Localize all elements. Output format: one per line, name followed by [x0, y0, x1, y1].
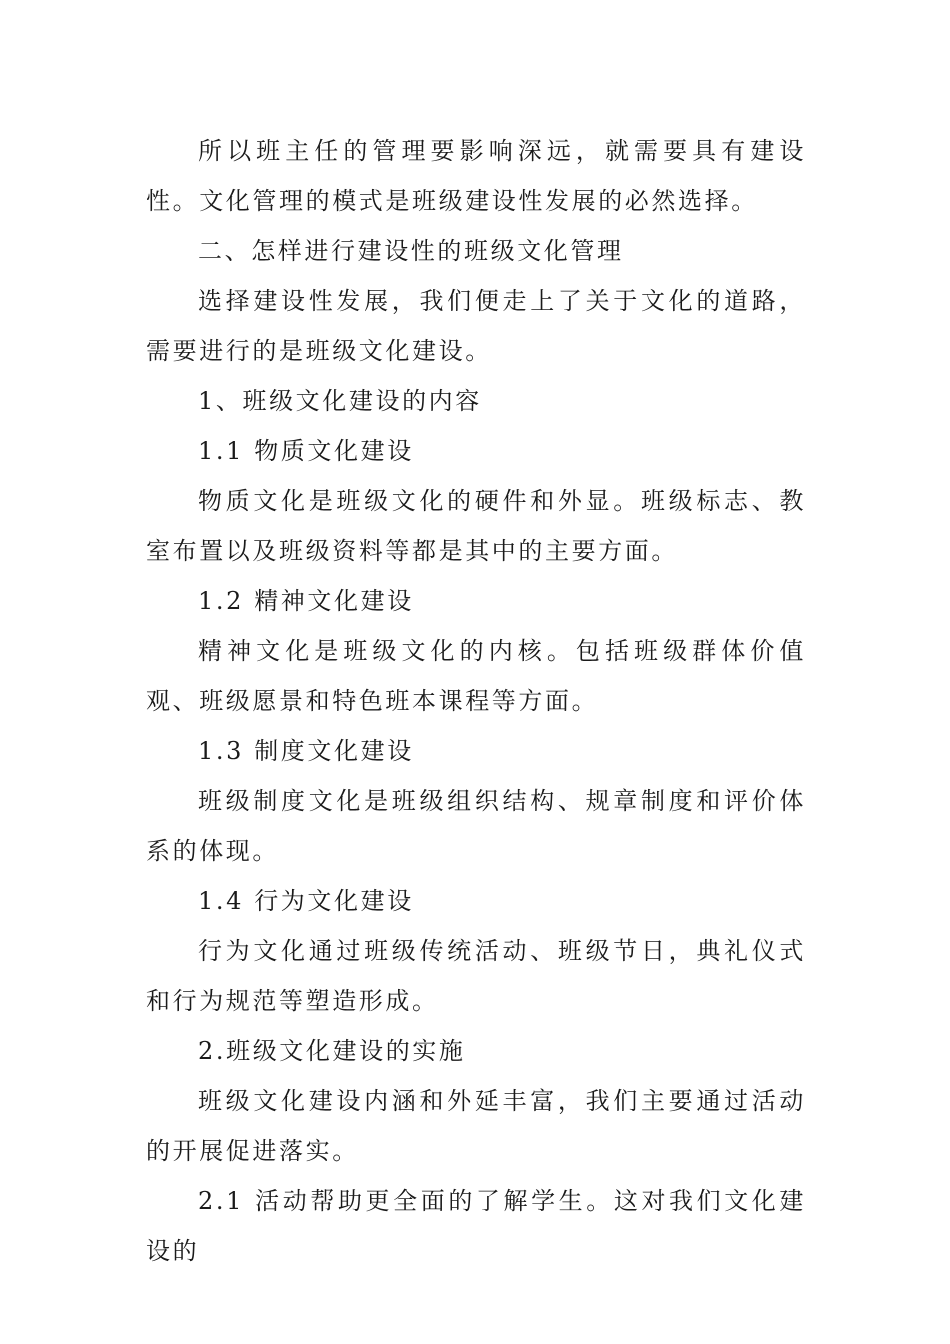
subsection-heading: 1.1 物质文化建设 [198, 437, 414, 465]
body-paragraph: 班级制度文化是班级组织结构、规章制度和评价体系的体现。 [146, 787, 806, 865]
body-paragraph: 物质文化是班级文化的硬件和外显。班级标志、教室布置以及班级资料等都是其中的主要方面。 [146, 487, 806, 565]
body-paragraph: 行为文化通过班级传统活动、班级节日，典礼仪式和行为规范等塑造形成。 [146, 937, 806, 1015]
body-paragraph: 所以班主任的管理要影响深远，就需要具有建设性。文化管理的模式是班级建设性发展的必然选择。 [146, 137, 806, 215]
subsection-heading: 1.2 精神文化建设 [198, 587, 414, 615]
body-paragraph: 班级文化建设内涵和外延丰富，我们主要通过活动的开展促进落实。 [146, 1087, 806, 1165]
section-heading: 二、怎样进行建设性的班级文化管理 [198, 237, 624, 265]
subsection-heading: 1.3 制度文化建设 [198, 737, 414, 765]
subsection-heading: 1、班级文化建设的内容 [198, 387, 482, 415]
subsection-heading: 2.班级文化建设的实施 [198, 1037, 466, 1065]
body-paragraph: 选择建设性发展，我们便走上了关于文化的道路，需要进行的是班级文化建设。 [146, 287, 806, 365]
body-paragraph: 2.1 活动帮助更全面的了解学生。这对我们文化建设的 [146, 1187, 806, 1265]
document-body [146, 126, 806, 1276]
subsection-heading: 1.4 行为文化建设 [198, 887, 414, 915]
body-paragraph: 精神文化是班级文化的内核。包括班级群体价值观、班级愿景和特色班本课程等方面。 [146, 637, 806, 715]
